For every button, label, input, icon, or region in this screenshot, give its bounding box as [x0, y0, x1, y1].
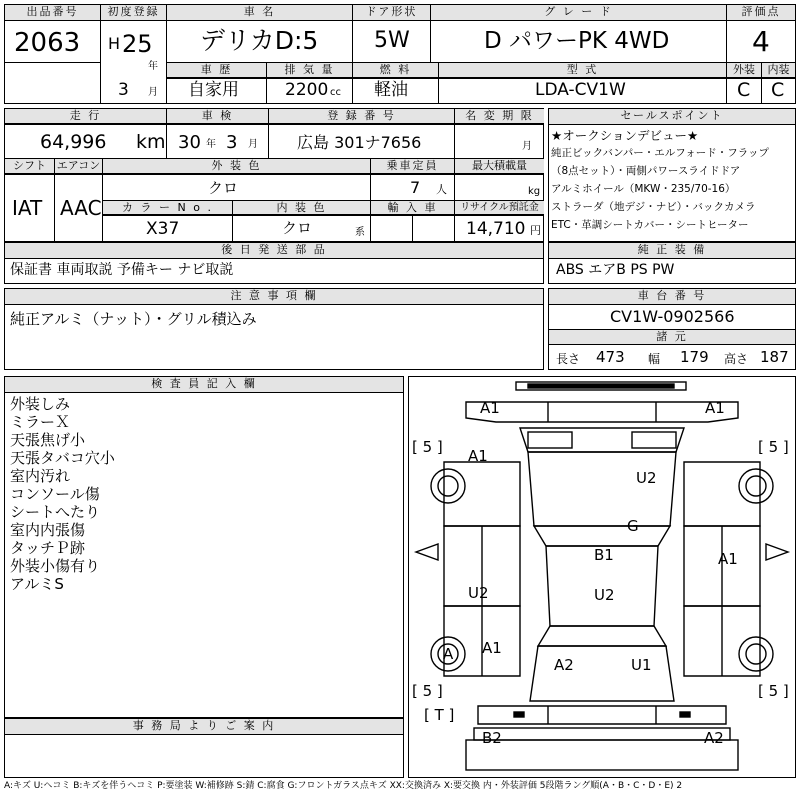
sales-line: アルミホイール（MKW・235/70-16）: [551, 183, 736, 195]
inspector-line: 外装しみ: [10, 395, 71, 413]
damage-mark: U2: [468, 584, 489, 602]
year-unit: 年: [148, 61, 158, 72]
legend: A:キズ U:ヘコミ B:キズを伴うヘコミ P:要塗装 W:補修跡 S:錆 C:腐食 G:フロントガラス点キズ XX:交換済み X:要交換 内・外装評価 5段階ラング順(A・B・C・D・E) 2: [4, 781, 683, 791]
damage-mark: [ T ]: [424, 706, 455, 724]
damage-mark: [ 5 ]: [758, 438, 789, 456]
inspector-line: コンソール傷: [10, 485, 100, 503]
inspector-line: タッチＰ跡: [10, 539, 86, 557]
chassis-label: 車 台 番 号: [549, 289, 795, 305]
height-label: 高さ: [724, 352, 749, 366]
car-name: デリカD:5: [200, 26, 319, 55]
fuel-label: 燃 料: [353, 63, 438, 78]
shift: IAT: [12, 196, 43, 220]
sales-line: 純正ビックバンパー・エルフォード・フラップ: [551, 147, 769, 159]
import-label: 輸 入 車: [371, 201, 454, 215]
mileage-unit: km: [136, 131, 166, 153]
interior-color: クロ: [282, 219, 313, 237]
ext-label: 外装: [727, 63, 761, 78]
damage-mark: A2: [554, 656, 574, 674]
capacity-unit: 人: [436, 183, 447, 196]
recycle-label: リサイクル預託金: [455, 201, 544, 215]
inspector-line: ミラーＸ: [10, 413, 71, 431]
damage-mark: [ 5 ]: [412, 682, 443, 700]
length-value: 473: [596, 348, 625, 366]
capacity-label: 乗車定員: [371, 159, 454, 174]
insp-year: 30: [178, 132, 201, 153]
capacity: 7: [410, 178, 421, 197]
transfer-unit: 月: [522, 141, 532, 152]
ac: AAC: [60, 196, 102, 220]
ac-label: エアコン: [56, 159, 101, 172]
int-grade: C: [771, 79, 785, 101]
inspector-line: 天張焦げ小: [10, 431, 86, 449]
damage-mark: [ 5 ]: [412, 438, 443, 456]
cc-unit: cc: [330, 87, 341, 98]
damage-mark: A2: [704, 729, 724, 747]
first-reg-label: 初度登録: [101, 5, 166, 21]
reg-year: 25: [122, 30, 153, 58]
inspector-line: 室内汚れ: [10, 467, 71, 485]
inspector-line: 室内内張傷: [10, 521, 86, 539]
sales-line: ストラーダ（地デジ・ナビ）・バックカメラ: [551, 201, 756, 213]
fuel: 軽油: [374, 80, 408, 100]
plate-number: 広島 301ナ7656: [297, 133, 422, 152]
inspector-line: 天張タバコ穴小: [10, 449, 115, 467]
damage-mark: U2: [636, 469, 657, 487]
sales-line: ETC・革調シートカバー・シートヒーター: [551, 219, 749, 231]
insp-month-unit: 月: [248, 139, 258, 150]
sales-line: （8点セット）・両側パワースライドドア: [551, 165, 741, 177]
plate-label: 登 録 番 号: [269, 109, 454, 124]
sales-line: ★オークションデビュー★: [551, 128, 699, 143]
equipment-label: 純 正 装 備: [549, 243, 795, 259]
inspection-label: 車 検: [167, 109, 268, 124]
damage-mark: U1: [631, 656, 652, 674]
damage-mark: B2: [482, 729, 502, 747]
score: 4: [752, 25, 770, 58]
interior-color-label: 内 装 色: [233, 201, 370, 215]
insp-year-unit: 年: [206, 139, 216, 150]
damage-mark: A1: [480, 399, 500, 417]
inspector-line: アルミS: [10, 575, 64, 593]
damage-mark: G: [627, 517, 639, 535]
insp-month: 3: [226, 132, 238, 153]
grade-label: グ レ ー ド: [431, 5, 726, 21]
inspector-label: 検 査 員 記 入 欄: [5, 377, 403, 393]
damage-mark: A1: [482, 639, 502, 657]
width-label: 幅: [648, 352, 661, 366]
transfer-label: 名 変 期 限: [455, 109, 544, 124]
displacement-label: 排 気 量: [267, 63, 352, 78]
mileage-label: 走 行: [5, 109, 166, 124]
chassis-number: CV1W-0902566: [610, 307, 735, 326]
door-type: 5W: [374, 28, 410, 53]
interior-unit: 系: [355, 227, 365, 238]
car-name-label: 車 名: [167, 5, 352, 21]
grade: D パワーPK 4WD: [484, 28, 670, 54]
shipping-label: 後 日 発 送 部 品: [5, 243, 543, 259]
length-label: 長さ: [556, 352, 581, 366]
lot-label: 出品番号: [5, 5, 100, 21]
era: H: [108, 34, 121, 53]
load-label: 最大積載量: [455, 159, 544, 174]
office-label: 事 務 局 よ り ご 案 内: [5, 719, 403, 735]
month-unit: 月: [148, 87, 158, 98]
damage-mark: [ 5 ]: [758, 682, 789, 700]
equipment: ABS エアB PS PW: [556, 262, 675, 278]
height-value: 187: [760, 348, 789, 366]
color: クロ: [208, 179, 239, 197]
ext-grade: C: [737, 79, 751, 101]
inspector-line: 外装小傷有り: [10, 557, 101, 575]
color-no: X37: [146, 219, 180, 239]
displacement: 2200: [285, 80, 329, 100]
load-unit: kg: [528, 186, 541, 197]
int-label: 内装: [762, 63, 795, 78]
recycle-amount: 14,710: [466, 219, 526, 239]
color-no-label: カ ラ ー N o .: [103, 201, 232, 215]
door-label: ドア形状: [353, 5, 430, 21]
history-label: 車 歴: [167, 63, 266, 78]
score-label: 評価点: [727, 5, 795, 21]
history: 自家用: [188, 80, 239, 100]
sales-label: セールスポイント: [549, 109, 795, 125]
damage-mark: A: [443, 645, 454, 663]
damage-mark: A1: [718, 550, 738, 568]
width-value: 179: [680, 348, 709, 366]
inspector-line: シートへたり: [10, 503, 101, 521]
vehicle-details-block: [4, 108, 544, 242]
lot-number: 2063: [14, 28, 81, 58]
car-diagram: [408, 376, 796, 778]
model-code: LDA-CV1W: [535, 80, 626, 100]
mileage: 64,996: [40, 131, 107, 153]
damage-mark: A1: [705, 399, 725, 417]
color-label: 外 装 色: [103, 159, 370, 174]
reg-month: 3: [118, 80, 129, 100]
damage-mark: A1: [468, 447, 488, 465]
shift-label: シフト: [5, 159, 54, 174]
shipping-parts: 保証書 車両取説 予備キー ナビ取説: [10, 262, 234, 278]
damage-mark: U2: [594, 586, 615, 604]
damage-mark: B1: [594, 546, 614, 564]
notes-label: 注 意 事 項 欄: [5, 289, 543, 305]
notes-text: 純正アルミ（ナット）・グリル積込み: [10, 310, 257, 328]
dims-label: 諸 元: [549, 330, 795, 345]
model-label: 型 式: [439, 63, 726, 78]
recycle-unit: 円: [530, 224, 541, 237]
